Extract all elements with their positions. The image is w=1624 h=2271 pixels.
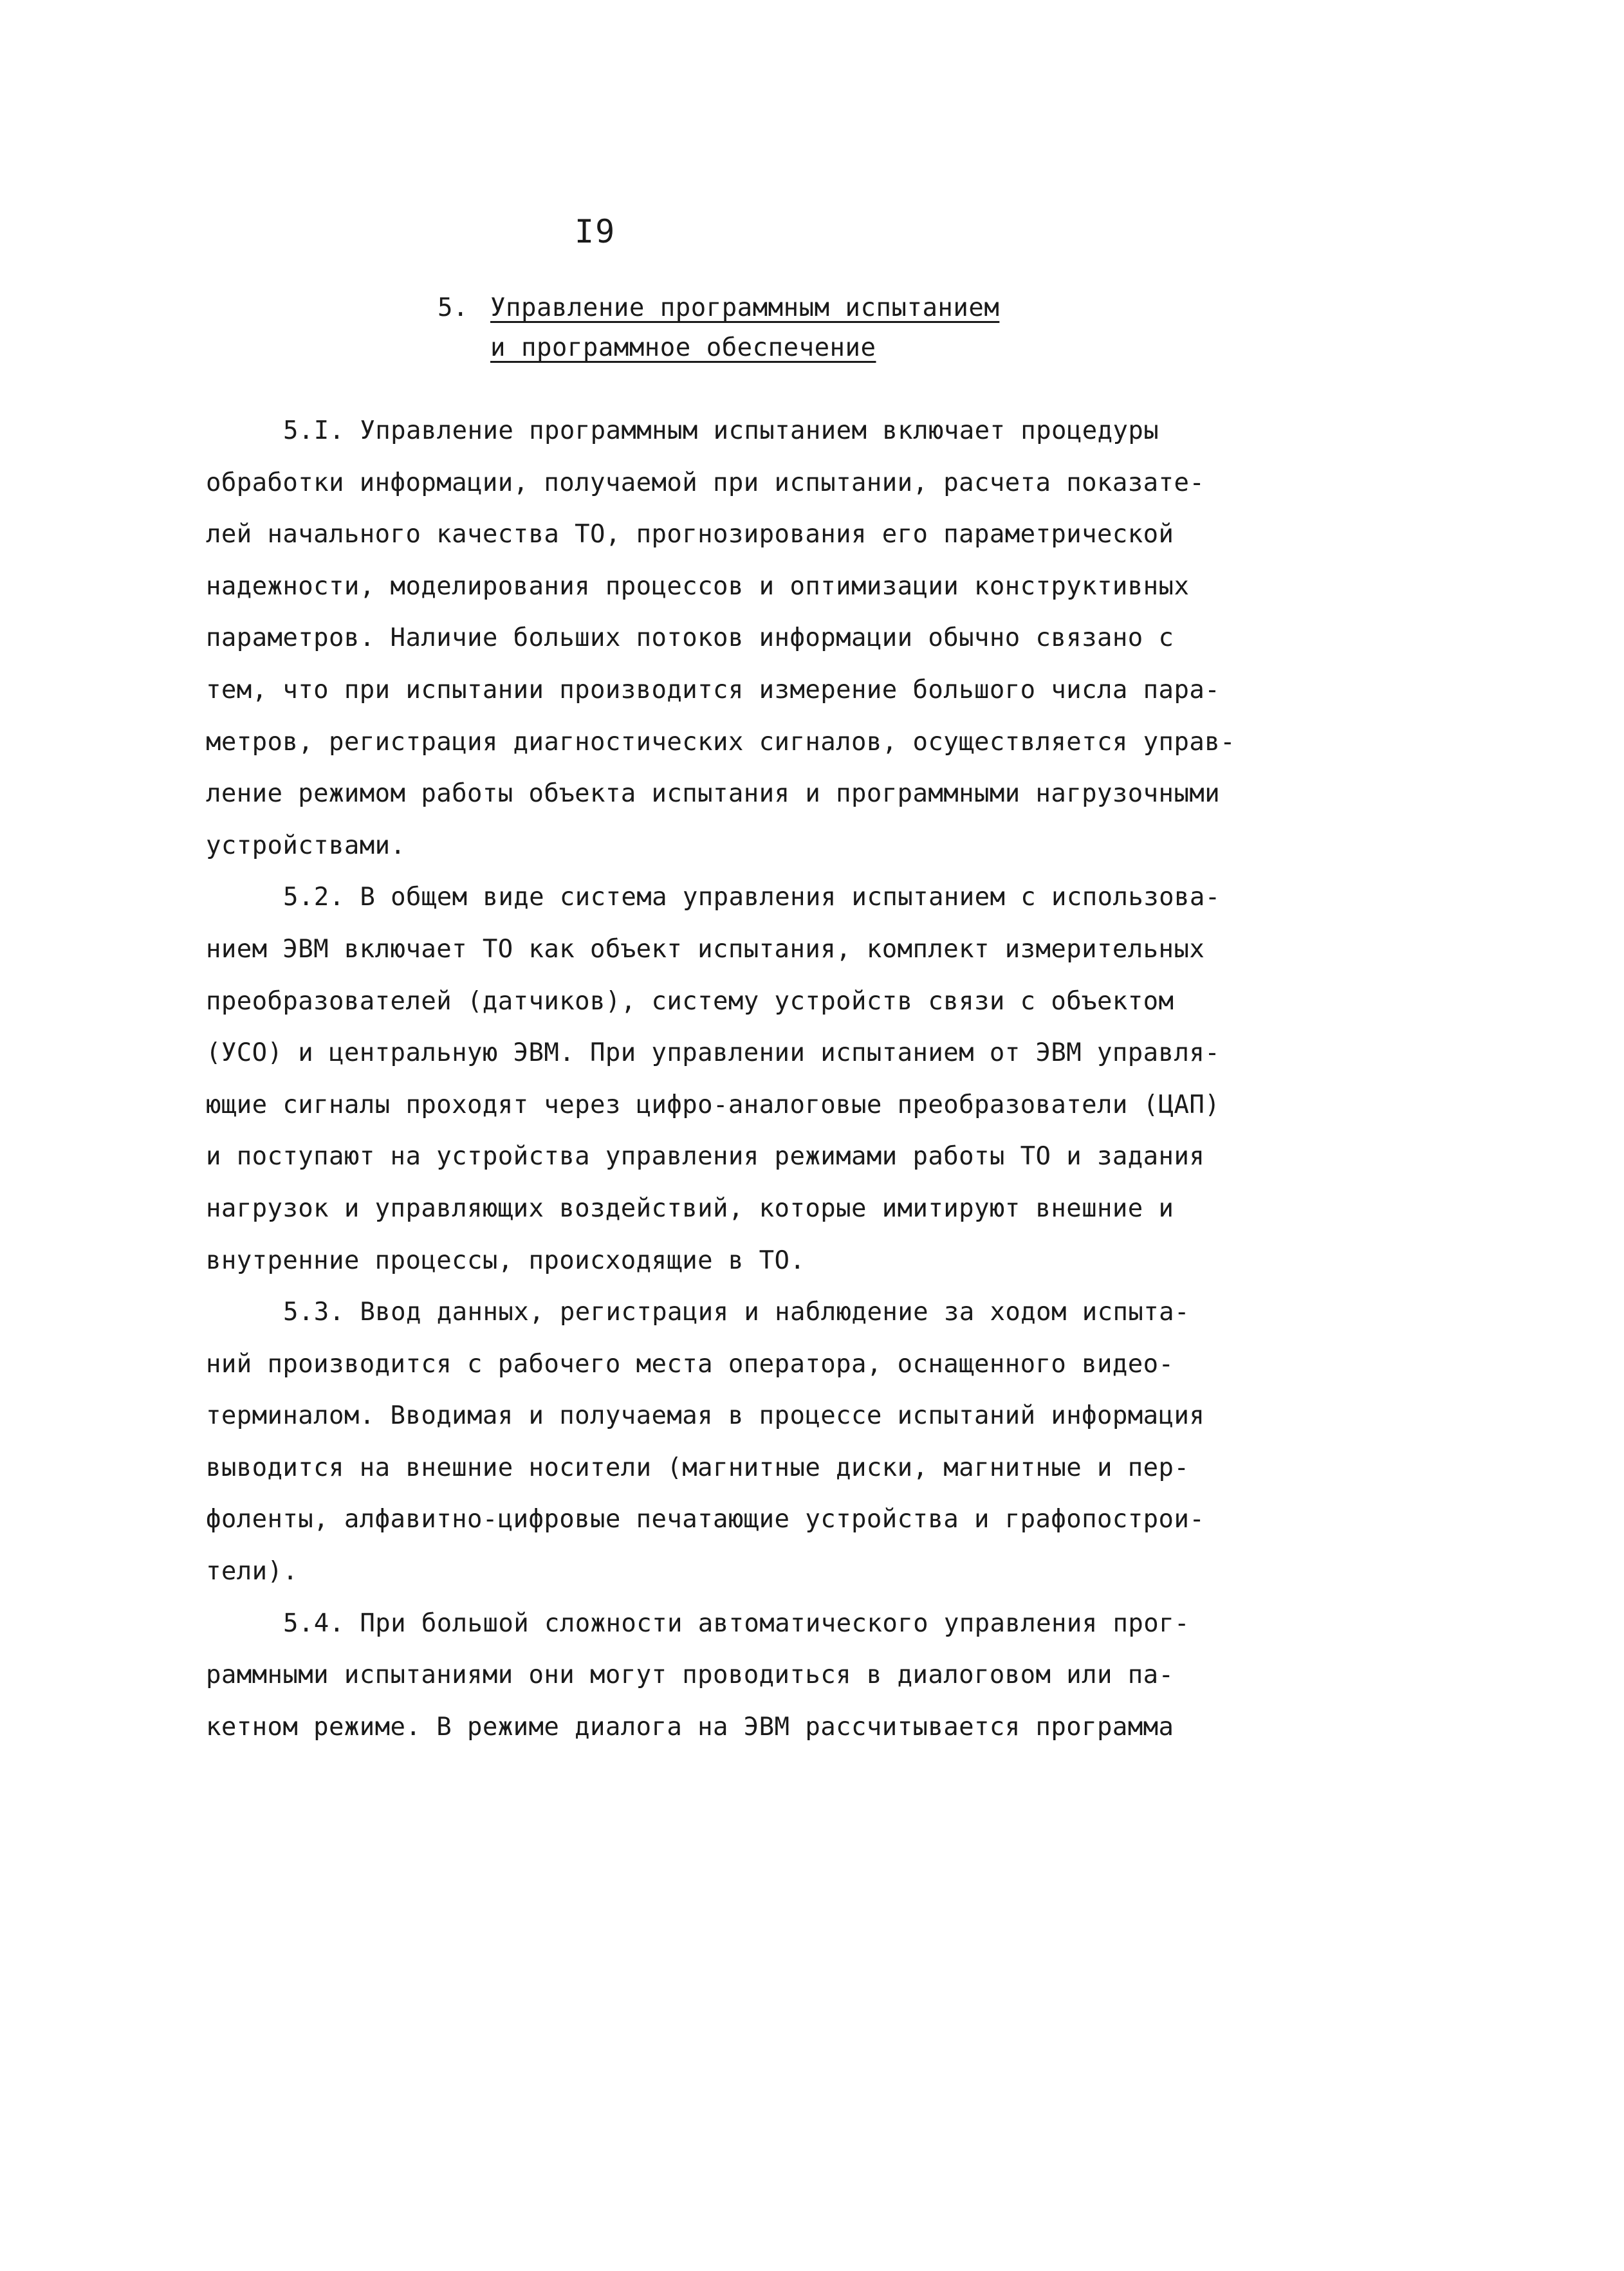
- section-heading-line-1: [438, 288, 999, 328]
- page-number: I9: [575, 213, 616, 250]
- text-line: устройствами.: [206, 831, 406, 860]
- text-line: метров, регистрация диагностических сигналов, осуществляется управ-: [206, 727, 1235, 757]
- text-line: ление режимом работы объекта испытания и программными нагрузочными: [206, 779, 1221, 809]
- text-line: нагрузок и управляющих воздействий, которые имитируют внешние и: [206, 1193, 1174, 1223]
- text-line: внутренние процессы, происходящие в ТО.: [206, 1246, 806, 1275]
- text-line: кетном режиме. В режиме диалога на ЭВМ рассчитывается программа: [206, 1712, 1174, 1742]
- text-line: раммными испытаниями они могут проводиться в диалоговом или па-: [206, 1660, 1174, 1690]
- paragraph-5-1: [206, 405, 1261, 872]
- section-title-part-2: и программное обеспечение: [490, 333, 876, 362]
- paragraph-5-2: [206, 872, 1261, 1287]
- text-line: нием ЭВМ включает ТО как объект испытания, комплект измерительных: [206, 934, 1205, 964]
- paragraph-5-3: [206, 1287, 1261, 1598]
- text-line: 5.I. Управление программным испытанием включает процедуры: [283, 416, 1159, 445]
- text-line: выводится на внешние носители (магнитные диски, магнитные и пер-: [206, 1453, 1190, 1482]
- body-text: [206, 405, 1261, 1753]
- text-line: ющие сигналы проходят через цифро-аналоговые преобразователи (ЦАП): [206, 1090, 1221, 1119]
- section-number: 5.: [438, 293, 468, 322]
- text-line: 5.2. В общем виде система управления испытанием с использова-: [283, 883, 1221, 912]
- text-line: 5.4. При большой сложности автоматического управления прог-: [283, 1608, 1190, 1638]
- text-line: параметров. Наличие больших потоков информации обычно связано с: [206, 623, 1174, 653]
- text-line: 5.3. Ввод данных, регистрация и наблюдение за ходом испыта-: [283, 1298, 1190, 1327]
- text-line: преобразователей (датчиков), систему устройств связи с объектом: [206, 986, 1174, 1016]
- text-line: лей начального качества ТО, прогнозирования его параметрической: [206, 520, 1174, 549]
- section-heading: [438, 288, 999, 368]
- text-line: и поступают на устройства управления режимами работы ТО и задания: [206, 1142, 1205, 1172]
- text-line: тем, что при испытании производится измерение большого числа пара-: [206, 675, 1221, 704]
- paragraph-5-4: [206, 1598, 1261, 1754]
- text-line: тели).: [206, 1557, 299, 1586]
- text-line: терминалом. Вводимая и получаемая в процессе испытаний информация: [206, 1401, 1205, 1431]
- text-line: (УСО) и центральную ЭВМ. При управлении испытанием от ЭВМ управля-: [206, 1038, 1221, 1068]
- section-title-part-1: Управление программным испытанием: [490, 293, 1000, 322]
- text-line: фоленты, алфавитно-цифровые печатающие устройства и графопострои-: [206, 1505, 1205, 1534]
- section-heading-line-2: [438, 328, 999, 368]
- text-line: надежности, моделирования процессов и оптимизации конструктивных: [206, 571, 1190, 601]
- text-line: ний производится с рабочего места оператора, оснащенного видео-: [206, 1349, 1174, 1379]
- text-line: обработки информации, получаемой при испытании, расчета показате-: [206, 468, 1205, 497]
